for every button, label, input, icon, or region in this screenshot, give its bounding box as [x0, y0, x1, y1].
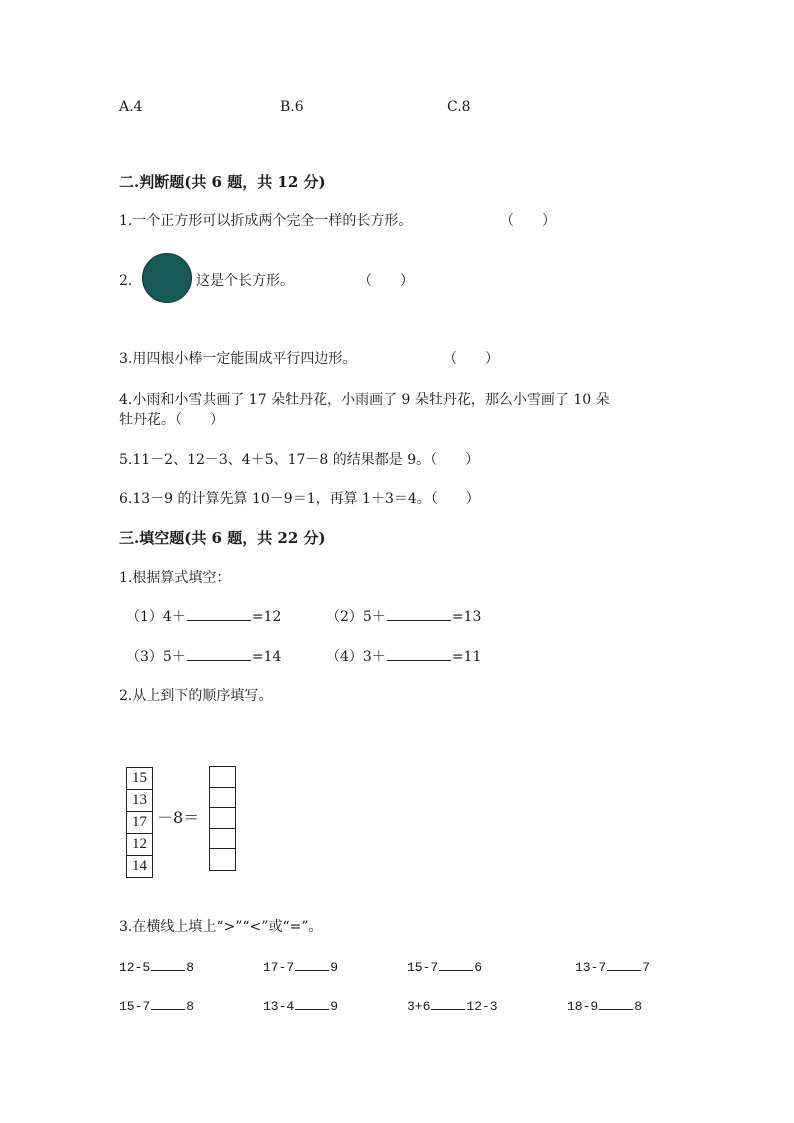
question-2-5: 5.11－2、12－3、4＋5、17－8 的结果都是 9。（ ） [119, 452, 480, 468]
compare-item: 3+6 12-3 [407, 999, 498, 1014]
answer-blank[interactable] [431, 1008, 465, 1010]
stack-number: 17 [127, 812, 152, 834]
answer-paren: （ ） [500, 213, 556, 229]
answer-box[interactable] [210, 788, 235, 809]
answer-blank[interactable] [187, 619, 251, 621]
answer-blank[interactable] [151, 969, 185, 971]
circle-shape [142, 253, 192, 303]
stack-number: 12 [127, 834, 152, 856]
question-2-4-line1: 4.小雨和小雪共画了 17 朵牡丹花，小雨画了 9 朵牡丹花，那么小雪画了 10 朵 [119, 392, 610, 408]
answer-paren: （ ） [358, 273, 414, 289]
option-c: C.8 [447, 99, 471, 115]
section-title-judgement: 二.判断题(共 6 题，共 12 分) [119, 173, 326, 191]
option-b: B.6 [280, 99, 304, 115]
question-2-3: 3.用四根小棒一定能围成平行四边形。 [119, 351, 357, 367]
answer-box[interactable] [210, 849, 235, 870]
question-2-6: 6.13－9 的计算先算 10－9＝1，再算 1＋3＝4。（ ） [119, 491, 480, 507]
question-3-3-prompt: 3.在横线上填上“>”“<”或“=”。 [119, 919, 323, 935]
answer-blank[interactable] [599, 1008, 633, 1010]
answer-boxes [209, 766, 236, 871]
answer-blank[interactable] [387, 619, 451, 621]
compare-item: 13-4 9 [263, 999, 339, 1014]
compare-item: 12-5 8 [119, 960, 195, 975]
question-3-2-prompt: 2.从上到下的顺序填写。 [119, 688, 273, 704]
compare-item: 15-7 8 [119, 999, 195, 1014]
answer-box[interactable] [210, 767, 235, 788]
fill-item-4: （4）3＋ =11 [326, 649, 482, 665]
operator-minus-8: －8＝ [157, 808, 200, 827]
answer-blank[interactable] [187, 659, 251, 661]
answer-blank[interactable] [295, 1008, 329, 1010]
question-text: 1.一个正方形可以折成两个完全一样的长方形。 [119, 213, 413, 229]
answer-blank[interactable] [295, 969, 329, 971]
question-text: 这是个长方形。 [196, 273, 294, 289]
answer-blank[interactable] [439, 969, 473, 971]
question-2-1 [119, 214, 412, 228]
stack-number: 15 [127, 768, 152, 790]
answer-box[interactable] [210, 829, 235, 850]
section-title-fill-blank: 三.填空题(共 6 题，共 22 分) [119, 529, 326, 547]
answer-blank[interactable] [387, 659, 451, 661]
stack-number: 14 [132, 858, 147, 874]
answer-blank[interactable] [607, 969, 641, 971]
question-2-4-line2: 牡丹花。（ ） [119, 412, 224, 428]
answer-paren: （ ） [443, 351, 499, 367]
answer-box[interactable] [210, 808, 235, 829]
fill-item-3: （3）5＋ =14 [126, 649, 282, 665]
option-a: A.4 [119, 99, 143, 115]
number-stack [126, 767, 153, 878]
question-number: 2. [119, 273, 133, 289]
compare-item: 13-7 7 [575, 960, 651, 975]
compare-item: 17-7 9 [263, 960, 339, 975]
compare-item: 18-9 8 [567, 999, 643, 1014]
question-3-1-prompt: 1.根据算式填空： [119, 570, 231, 586]
fill-item-2: （2）5＋ =13 [326, 609, 482, 625]
answer-blank[interactable] [151, 1008, 185, 1010]
stack-number: 13 [127, 790, 152, 812]
fill-item-1: （1）4＋ =12 [126, 609, 282, 625]
compare-item: 15-7 6 [407, 960, 483, 975]
